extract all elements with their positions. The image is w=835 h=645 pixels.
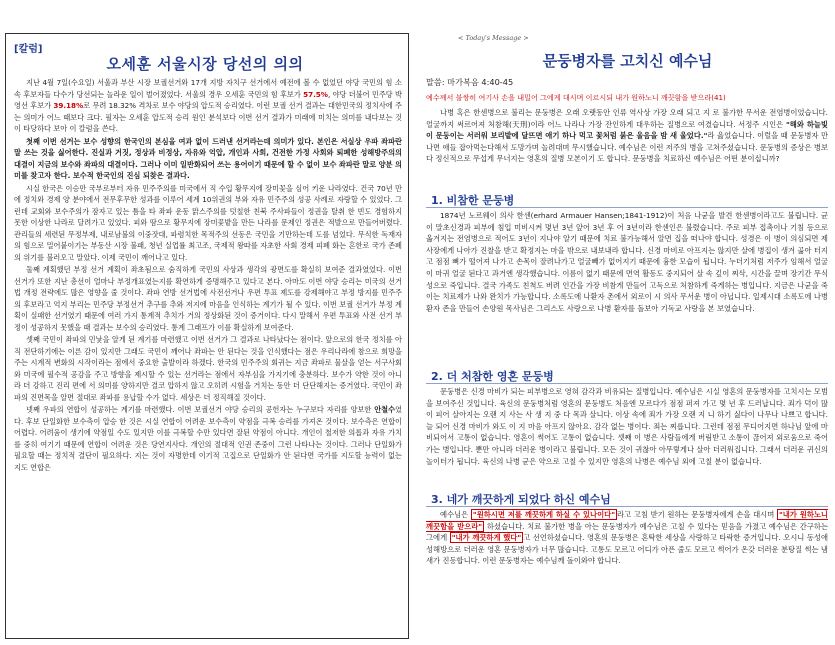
section-rule-1 [426, 207, 828, 208]
section-heading-2: 2. 더 처참한 영혼 문둥병 [431, 370, 554, 383]
column-tag: [칼럼] [14, 44, 43, 55]
sermon-title: 문둥병자를 고치신 예수님 [542, 52, 713, 70]
column-paragraph-1: 지난 4월 7일(수요일) 서울과 부산 시장 보궐선거와 17개 지방 자치구 선거에서 예전에 볼 수 없었던 야당 국민의 힘 소속 후보자들 다수가 당선되는 놀라운 일이 벌어졌었다. 서울의 경우 오세훈 국민의 힘 후보가 57.5%, 야당 더불어 민주당 박영선 후보가 39.18%로 무려 18.32% 격차로 보수 야당의 압도적 승리였다. 이런 보궐 선거 결과는 대한민국의 정치사에 주는 의미가 어느 때보다 크다. 필자는 오세훈 압도적 승리 원인 분석보다 이번 선거 결과가 미래에 미치는 의미를 내다보는 것이 타당하다 보아 이 칼럼을 쓴다. [14, 78, 402, 133]
sermon-intro: 나병 혹은 한센병으로 불리는 문둥병은 오래 오랫동안 인류 역사상 가장 오래 되고 지 로 불가한 무서운 전염병이었습니다. 얼굴까지 써르어져 처참해(天刑)이라 어느 나라나 가장 잔인하게 대우하는 질병으로 여겼습니다. 서정주 시인은 "해와 하늘빛이 문둥이는 서러워 보리밭에 달뜨면 애기 하나 먹고 꽃처럼 붉은 울음을 밤 새 울었다."라 읊었습니다. 이럴을 때 문둥병자 만나면 애들 잡아먹는다해서 도망가며 놀려대며 무시했습니다. 예수님은 이런 저주의 병을 고쳐주셨습니다. 문둥병의 증상은 병보다 정신적으로 무섭게 무너지는 영혼의 질병 모본이기 도 합니다. 문둥병을 치료하신 예수님은 어떤 분이십니까? [426, 108, 828, 164]
column-body [14, 77, 402, 474]
quote-2: "내가 원하노니 깨끗함을 받으라" [426, 510, 828, 531]
section-rule-2 [426, 383, 828, 384]
section-body-3: 예수님은 "원하시면 저를 깨끗하게 하실 수 있나이다" 라고 고침 받기 원하는 문둥병자에게 손을 대시며 "내가 원하노니 깨끗함을 받으라" 하셨습니다. 치료 불가한 병을 아는 문둥병자가 예수님은 고칠 수 있다는 믿음을 가졌고 예수님은 간구하는 그에게 "내가 깨끗하게 했다" 고 선언하셨습니다. 영혼의 문둥병은 혼탁한 세상을 사랑하고 타락한 증거입니다. 오시니 동성애 성해방으로 더러운 영혼 문둥병자가 너무 많습니다. 고통도 모르고 어디가 아픈 줄도 모르고 썩어가 온갖 더러운 분탕질 썩는 냄새가 진동합니다. 이런 문둥병자는 예수님께 돌이와야 합니다. [426, 510, 829, 566]
column-title: 오세훈 서울시장 당선의 의의 [106, 55, 304, 73]
section-body-2: 문둥병은 신경 마비가 되는 피부병으로 영혀 감각과 비유되는 질병입니다. 예수님은 시실 영혼의 문둥병자를 고치시는 모범을 보여주신 것입니다. 육신의 문둥병처럼 영혼의 문둥병도 처음엔 모르다가 점점 퍼져 가고 몇 년 후 드러납니다. 죄가 덕이 많이 피어 살아지는 오랜 지 사는 사 생 지 중 다 목과 살니다. 이상 속에 죄가 가장 오랜 지 니 하기 싫다이 나무나 나쁘고 합니다. 늘 되어 신경 마비가 와도 이 지 마음 아프지 않아요. 감각 없는 병이다. 죄는 찌릅니다. 그런데 점점 무디어지면 하나님 앞에 마비되어서 고통이 없습니다. 영혼이 썩어도 고통이 없습니다. 셋째 이 병은 사람들에게 버림받고 소통이 끊어져 외로움으로 죽어가는 병입니다. 뿐만 아니라 더러운 병이라고 불립니다. 모든 것이 귀찮아 아무렇게나 살아 더러워집니다. 그래서 더러운 귀신의 놀이터가 됩니다. 육신의 나병 균은 약으로 고칠 수 있지만 영혼의 나병은 예수님 외에 고칠 분이 없습니다. [426, 387, 828, 466]
column-paragraph-2: 첫째 이번 선거는 보수 성향의 한국인의 본심을 여과 없이 드러낸 선거라는데 의미가 있다. 본인은 서실상 우파 좌파란 말 쓰는 것을 싫어한다. 진실과 거짓, 정상과 비정상, 자유와 억압, 개인과 사회, 건전한 가정 사회와 퇴폐한 성해방주의의 대결이 지금의 보수와 좌파의 대결이다. 그러나 이미 일반화되어 쓰는 용어이기 때문에 할 수 없이 보수 좌파란 말로 양분 의미를 찾고자 한다. 보수적 한국인의 진심 되찾은 결과다. [14, 136, 402, 180]
column-paragraph-3: 시실 한국은 이승만 국부로부터 자유 민주주의를 미국에서 직 수입 황무지에 장미꽃을 심어 키운 나라였다. 건국 70년 만에 정치와 경제 양 분야에서 전무후무한 성과를 이루어 세계 10위권의 부와 자유 민주주의 성공 사례로 자랑할 수 있었다. 그런데 교회와 보수주의가 잠자고 있는 틈을 타 좌파 운동 맑스주의를 덧칠한 친북 주사파들이 정권을 탈취 한 빈도 경험하지 못한 이상한 나라로 달려가고 있었다. 피와 땀으로 황무지에 장미꽃밭을 만든 나라를 문제인 정권은 적발으로 만들어버렸다. 관리들의 세련된 무정부제, 내로남불의 이중잣대, 파렴치한 목적주의 선동은 국민을 기만하는데 도를 넘었다. 무식한 독재자의 힘으로 밀어붙이기는 부동산 시장 불패, 청년 실업률 최고조, 국제적 왕따를 자초한 사회 경제 피폐 화는 흔한로 국가 존폐의 위기를 불러오고 말았다. 이제 국민이 깨어나고 있다. [14, 183, 402, 262]
section-heading-1: 1. 비참한 문둥병 [431, 194, 515, 207]
verse-text: 예수께서 불쌍히 여기사 손을 내밀어 그에게 대시며 이르시되 내가 원하노니 깨끗함을 받으라(41) [426, 93, 726, 102]
quote-3: "내가 깨끗하게 했다" [451, 533, 522, 543]
column-paragraph-5: 셋째 국민이 좌파의 민낯을 알게 된 계기를 마련했고 이번 선거가 그 결과로 나타났다는 점이다. 앞으로의 한국 정치를 아직 전단하기에는 이른 감이 있지만 그래도 국민이 깨어나 좌파는 안 된다는 것을 인식했다는 점은 우리나라에 참으로 희망을 주는 시계적 변화의 시작이라는 점에서 중요한 출발이라 하겠다. 한국의 민주주의 회귀는 지금 좌파로 물살을 얻는 서구사회와 미국에 필수적 공감을 주고 방향을 제시할 수 있는 선거라는 점에서 자부심을 가지기에 충분하다. 보수가 약한 것이 아니라 더 강하고 진리 편에 서 의미를 양하지만 결코 압하지 않고 오히려 시험을 거치는 동안 더 단단해지는 증거였다. 국민이 좌파의 진면목을 알면 절대로 좌파를 용납할 수가 없다. 세상은 더 정직해질 것이다. [14, 335, 402, 402]
message-header: < Today's Message > [458, 34, 529, 42]
section-heading-3: 3. 네가 깨끗하게 되었다 하신 예수님 [431, 493, 611, 506]
section-rule-3 [426, 506, 828, 507]
verse-reference: 말씀: 마가복음 4:40-45 [426, 77, 514, 87]
section-body-1: 1874년 노르웨이 의사 한센(erhard Armauer Hansen;1841-1912)이 처음 나균을 발견 한센병이라고도 불립니다. 균이 말초신경과 피부에 침입 미비시켜 몇년 3년 앞어 3년 후 어 3년이라 한센인은 불렸습니다. 주로 피부 접촉이나 기침 등으로 옮겨지는 전염병으로 적어도 3년이 지나야 알기 때문에 치료 불가능해서 알면 집을 떠나야 합니다. 성경은 이 병이 의심되면 제사장에게 나아가 진찰을 받고 확정지는 마을 밖으로 내보내라 합니다. 신경 마비로 아프지는 않지만 살에 병집이 생겨 곪아 터지고 점점 뼈가 떨어져 나가고 손목이 잘려나가고 얼굴빼가 없어지기 때문에 흉한 모습이 됩니다. 누더기처럼 저주가 임해서 얼굴이 마귀 얼굴 된다고 과거엔 생각했습니다. 이름이 없기 때문에 면역 활동도 중지되어 살 속 깊이 찌삭, 시간을 끌며 장기간 무식성으로 죽입니다. 결국 가족도 친척도 버려 인간을 가장 비참게 만들어 고독으로 처참하게 죽게하는 병입니다. 지금은 나균을 죽이는 치료제가 나와 완치가 가능합니다. 소록도에 나환자 촌에서 외로이 시 의사 무서운 병이 아닙니다. 일제시대 소록도에 나병 환자 존을 만들어 손양원 목사님은 그리스도 사랑으로 나병 환자를 돌보아 기독교 사랑을 본 보였습니다. [426, 211, 828, 313]
quote-1: "원하시면 저를 깨끗하게 하실 수 있나이다" [472, 510, 615, 519]
column-paragraph-6: 넷째 우파의 연합이 성공하는 계기를 마련했다. 이번 보궐선거 야당 승리의 공헌자는 누구보다 자리를 양보한 안철수였다. 후보 단일화한 보수측이 압승 한 것은 시실 연합이 어려운 보수측이 약점을 극복 승리를 가져온 것이다. 보수측은 연합이 어렵다. 어려움이 생기에 약점일 수도 있지만 이를 극복할 수만 있다면 잘된 약점이 아니다. 개인이 철저한 의롭과 자유 가치를 중히 여기기 때문에 연합이 어려운 것은 당연지사다. 개인의 절대적 인권 존중이 그런 나타나는 것이다. 그러나 단일화가 필요할 때는 정치적 결단이 필요하다. 지는 것이 자명한데 이기적 고집으로 단일화가 안 된다면 국가를 지도할 능력이 없는 지도 연합은 [14, 405, 402, 472]
column-paragraph-4: 둘째 계획했던 부정 선거 계획이 좌초됨으로 숨직하게 국민의 사상과 생각의 광면도를 확실히 보여준 결과였었다. 이번 선거가 또한 지난 총선이 얼마나 부정개표였는지를 확연하게 증명해주고 있다고 본다. 아마도 이번 야당 승리는 미국의 선거법 개정 전략에도 많은 영향을 줄 것이다. 좌파 연방 선거법에 사전선거나 우편 투표 제도를 강제해야고 부정 방지를 민주주의 후보라고 억지 부리는 민주당 부정선거 추구를 추와 저지에 마음을 인식하는 계기가 될 수 있다. 이번 보궐 선거가 부정 계획이 실패한 선거였기 때문에 여러 가지 통계적 추치가 거의 정상화된 것이 증거이다. 다시 말해서 우편 투표와 사전 선거 부정이 성공하지 못했을 때 결과는 보수의 승리였다. 통계 그래프가 이를 확실하게 보여준다. [14, 265, 402, 332]
